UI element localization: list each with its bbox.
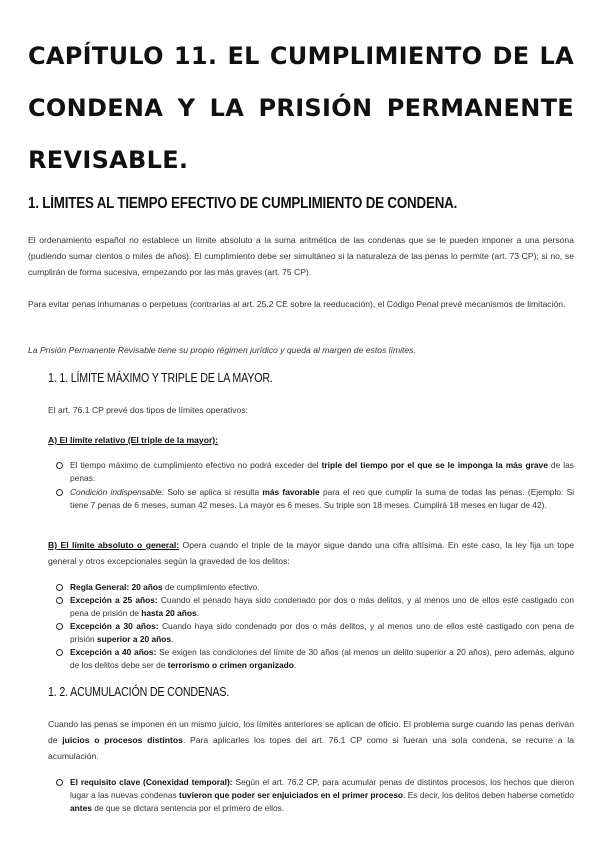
text-run: Cuando el penado haya sido condenado por dos o más delitos, y al menos uno de ellos esté castigado con pena de prisión de — [70, 595, 574, 618]
list-item — [56, 646, 574, 672]
list-item — [56, 459, 574, 485]
limit-b-title: B) El límite absoluto o general: — [48, 540, 180, 550]
paragraph-1: El ordenamiento español no establece un límite absoluto a la suma aritmética de las condenas que se le pueden imponer a una persona (pudiendo sumar cientos o miles de años). El cumplimiento debe ser simultáneo si la naturaleza de las penas lo permite (art. 73 CP); si no, se cumplirán de forma sucesiva, empezando por las más graves (art. 75 CP). — [28, 235, 574, 277]
bullet-circle-icon — [56, 584, 63, 591]
list-item — [56, 486, 574, 512]
bold-run: hasta 20 años — [141, 608, 197, 618]
section-heading-1: 1. LÍMITES AL TIEMPO EFECTIVO DE CUMPLIMIENTO DE CONDENA. — [28, 195, 458, 212]
bold-run: terrorismo o crimen organizado — [167, 660, 294, 670]
list-item — [56, 620, 574, 646]
bold-run: juicios o procesos distintos — [62, 735, 183, 745]
limit-a-title: A) El límite relativo (El triple de la mayor): — [48, 435, 219, 445]
text-run: . — [196, 608, 199, 618]
bold-run: superior a 20 años — [97, 634, 172, 644]
text-run: . Es decir, los delitos deben haberse cometido — [403, 790, 574, 800]
bold-run: El requisito clave (Conexidad temporal): — [70, 777, 233, 787]
bullet-circle-icon — [56, 462, 63, 469]
accumulation-paragraph — [48, 716, 574, 764]
list-item — [56, 594, 574, 620]
list-item — [56, 776, 574, 815]
bold-run: tuvieron que poder ser enjuiciados en el primer proceso — [179, 790, 404, 800]
text-run: Según el art. 76.2 CP, para acumular penas de distintos procesos, los hechos que dieron lugar a las nuevas condenas — [70, 777, 574, 800]
bullet-circle-icon — [56, 597, 63, 604]
bold-run: Excepción a 30 años: — [70, 621, 159, 631]
chapter-title: CAPÍTULO 11. EL CUMPLIMIENTO DE LA CONDENA Y LA PRISIÓN PERMANENTE REVISABLE. — [28, 42, 574, 174]
bullet-circle-icon — [56, 779, 63, 786]
text-run: para el reo que cumplir la suma de todas las penas. (Ejemplo: Si tiene 7 penas de 6 meses, suman 42 meses. La mayor es 6 meses. Su triple son 18 meses. Cumplirá 18 meses en lugar de 42). — [70, 487, 575, 510]
subsection-heading-1-1: 1. 1. LÍMITE MÁXIMO Y TRIPLE DE LA MAYOR. — [48, 370, 273, 385]
text-run: Se exigen las condiciones del límite de 30 años (al menos un delito superior a 20 años), pero además, alguno de los delitos debe ser de — [70, 647, 574, 670]
paragraph-2: Para evitar penas inhumanas o perpetuas (contrarias al art. 25.2 CE sobre la reeducación), el Código Penal prevé mecanismos de limitación. — [28, 299, 566, 309]
text-run: Cuando las penas se imponen en un mismo juicio, los límites anteriores se aplican de oficio. El problema surge cuando las penas derivan de — [48, 719, 574, 745]
text-run: de que se dictara sentencia por el primero de ellos. — [91, 803, 285, 813]
bullet-circle-icon — [56, 623, 63, 630]
limit-a-label — [48, 432, 568, 448]
bullet-circle-icon — [56, 489, 63, 496]
list-item — [56, 581, 574, 594]
text-run: de cumplimiento efectivo. — [162, 582, 260, 592]
bold-run: Regla General: 20 años — [70, 582, 163, 592]
subsection-heading-1-2: 1. 2. ACUMULACIÓN DE CONDENAS. — [48, 684, 230, 699]
bold-run: más favorable — [262, 487, 320, 497]
limit-b-paragraph — [48, 537, 574, 569]
bold-run: Excepción a 40 años: — [70, 647, 157, 657]
text-run: . Para aplicarles los topes del art. 76.1 CP como si fueran una sola condena, se recurre a la acumulación. — [48, 735, 574, 761]
text-run: Opera cuando el triple de la mayor sigue dando una cifra altísima. En este caso, la ley fija un tope general y otros excepcionales según la gravedad de los delitos: — [48, 540, 574, 566]
italic-run: Condición indispensable: — [70, 487, 165, 497]
bold-run: Excepción a 25 años: — [70, 595, 158, 605]
text-run: Solo se aplica si resulta — [164, 487, 263, 497]
text-run: Cuando haya sido condenado por dos o más delitos, y al menos uno de ellos esté castigado con pena de prisión — [70, 621, 574, 644]
paragraph-3: La Prisión Permanente Revisable tiene su propio régimen jurídico y queda al margen de estos límites. — [28, 345, 416, 355]
text-run: El tiempo máximo de cumplimiento efectivo no podrá exceder del — [70, 460, 322, 470]
bold-run: triple del tiempo por el que se le imponga la más grave — [321, 460, 548, 470]
text-run: de las penas. — [70, 460, 574, 483]
subsection-intro: El art. 76.1 CP prevé dos tipos de límites operativos: — [48, 405, 248, 415]
bullet-circle-icon — [56, 649, 63, 656]
text-run: . — [293, 660, 297, 670]
bold-run: antes — [70, 803, 92, 813]
text-run: . — [171, 634, 174, 644]
